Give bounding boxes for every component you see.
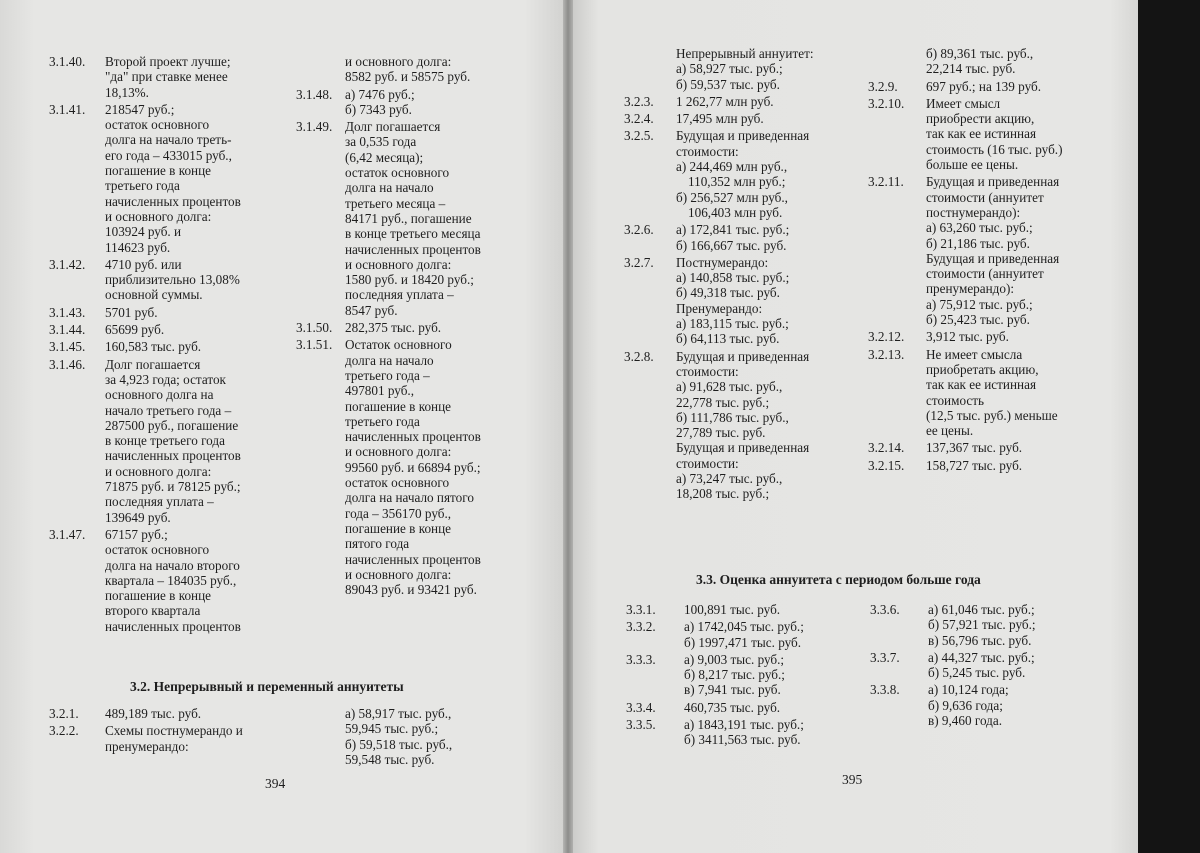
answer-number: 3.1.44. (49, 322, 86, 338)
answer-line: б) 256,527 млн руб., (676, 189, 788, 205)
answer-number: 3.1.40. (49, 54, 86, 69)
answer-line: а) 9,003 тыс. руб.; (684, 651, 785, 667)
answer-number: 3.2.11. (868, 174, 904, 190)
answer-line: 3,912 тыс. руб. (926, 329, 1009, 345)
answer-line: а) 91,628 тыс. руб., (676, 379, 783, 395)
answer-line: 89043 руб. и 93421 руб. (345, 582, 477, 598)
answer-line: а) 73,247 тыс. руб., (676, 471, 783, 487)
answer-line: 4710 руб. или (105, 256, 182, 272)
answer-line: 8547 руб. (345, 302, 398, 318)
answer-entry (624, 128, 864, 220)
answer-line: Будущая и приведенная (676, 440, 810, 456)
answer-line: б) 1997,471 тыс. руб. (684, 634, 802, 650)
answer-line: 5701 руб. (105, 304, 158, 320)
answer-number (296, 54, 345, 85)
answer-number: 3.2.1. (49, 706, 79, 721)
answer-line: Схемы постнумерандо и (105, 723, 243, 739)
answer-line: а) 1843,191 тыс. руб.; (684, 717, 804, 733)
answer-line: 103924 руб. и (105, 224, 182, 240)
answer-number (868, 46, 926, 77)
answer-text (926, 458, 1118, 473)
left-answers-column-4 (345, 706, 525, 769)
answer-line: приобретать акцию, (926, 361, 1039, 377)
answer-text (926, 347, 1118, 439)
answer-line: долга на начало пятого (345, 490, 474, 506)
answer-line: а) 172,841 тыс. руб.; (676, 222, 790, 238)
answer-line: 71875 руб. и 78125 руб.; (105, 479, 241, 495)
answer-number: 3.1.41. (49, 101, 86, 117)
answer-line: Остаток основного (345, 337, 452, 353)
answer-entry (868, 96, 1118, 172)
page-number: 395 (842, 772, 863, 787)
answer-line: долга на начало (345, 180, 434, 196)
answer-line: а) 244,469 млн руб., (676, 159, 788, 175)
answer-line: приблизительно 13,08% (105, 272, 240, 288)
left-answers-column-2 (296, 54, 536, 599)
answer-line: в конце третьего года (105, 433, 225, 449)
answer-line: квартала – 184035 руб., (105, 572, 237, 588)
answer-line: остаток основного (345, 165, 450, 181)
answer-entry (626, 619, 866, 650)
answer-line: второго квартала (105, 603, 201, 619)
answer-text (684, 700, 866, 715)
answer-number: 3.2.4. (624, 111, 654, 127)
answer-entry (870, 602, 1110, 648)
answer-text (926, 79, 1118, 94)
answer-text (105, 723, 289, 754)
answer-line: стоимость (926, 392, 984, 408)
answer-line: долга на начало треть- (105, 132, 232, 148)
answer-text (684, 619, 866, 650)
answer-line: а) 7476 руб.; (345, 86, 415, 102)
answer-line: 489,189 тыс. руб. (105, 706, 202, 721)
answer-line: а) 10,124 года; (928, 682, 1009, 698)
answer-line: б) 5,245 тыс. руб. (928, 665, 1026, 681)
page-number: 394 (265, 776, 286, 791)
answer-line: начисленных процентов (105, 448, 241, 464)
answer-line: 99560 руб. и 66894 руб.; (345, 459, 481, 475)
answer-line: и основного долга: (105, 463, 212, 479)
answer-text (676, 94, 864, 109)
answer-text (345, 119, 536, 318)
answer-line: пятого года (345, 536, 410, 552)
answer-line: (6,42 месяца); (345, 149, 424, 165)
answer-line: а) 1742,045 тыс. руб.; (684, 619, 804, 635)
answer-entry (868, 347, 1118, 439)
answer-line: 218547 руб.; (105, 101, 175, 117)
answer-line: 139649 руб. (105, 509, 171, 525)
answer-number: 3.3.4. (626, 699, 656, 715)
answer-text (676, 349, 864, 502)
answer-line: и основного долга: (345, 256, 452, 272)
answer-line: а) 75,912 тыс. руб.; (926, 296, 1033, 312)
answer-entry (49, 357, 279, 525)
answer-entry (624, 111, 864, 126)
answer-number: 3.2.9. (868, 78, 898, 94)
answer-number: 3.2.6. (624, 222, 654, 238)
answer-text (926, 329, 1118, 344)
answer-line: "да" при ставке менее (105, 69, 228, 85)
answer-number: 3.1.46. (49, 356, 86, 372)
answer-line: а) 58,927 тыс. руб.; (676, 61, 783, 77)
answer-text (105, 357, 279, 525)
answer-line: 160,583 тыс. руб. (105, 339, 202, 355)
right-page (570, 0, 1138, 853)
answer-entry (626, 717, 866, 748)
answer-line: 137,367 тыс. руб. (926, 440, 1023, 456)
answer-entry (296, 337, 536, 597)
answer-number: 3.2.10. (868, 95, 905, 111)
answer-line: стоимости: (676, 363, 739, 379)
answer-line: третьего года – (345, 367, 430, 383)
answer-entry (624, 46, 864, 92)
right-answers-column-2 (868, 46, 1118, 475)
answer-line: б) 59,537 тыс. руб. (676, 76, 780, 92)
left-page (0, 0, 570, 853)
answer-line: б) 111,786 тыс. руб., (676, 409, 789, 425)
answer-line: а) 58,917 тыс. руб., (345, 706, 452, 721)
answer-number: 3.2.3. (624, 93, 654, 109)
right-answers-column-4 (870, 602, 1110, 730)
answer-line: стоимости: (676, 143, 739, 159)
answer-line: 18,13%. (105, 84, 149, 100)
answer-entry (49, 257, 279, 303)
answer-text (926, 174, 1118, 327)
left-answers-column-1 (49, 54, 279, 636)
answer-line: начисленных процентов (345, 429, 481, 445)
answer-number: 3.1.42. (49, 256, 86, 272)
answer-line: 1 262,77 млн руб. (676, 93, 774, 109)
answer-text (345, 320, 536, 335)
answer-entry (296, 54, 536, 85)
answer-number: 3.2.14. (868, 440, 905, 456)
answer-line: б) 59,518 тыс. руб., (345, 736, 453, 752)
answer-entry (868, 329, 1118, 344)
answer-line: пренумерандо: (105, 738, 189, 754)
answer-number (624, 46, 676, 92)
answer-entry (626, 652, 866, 698)
right-answers-column-3 (626, 602, 866, 750)
answer-line: в) 9,460 года. (928, 713, 1003, 729)
answer-line: остаток основного (105, 117, 210, 133)
answer-entry (868, 174, 1118, 327)
answer-line: 114623 руб. (105, 239, 171, 255)
answer-line: больше ее цены. (926, 157, 1019, 173)
answer-line: 106,403 млн руб. (688, 204, 783, 220)
answer-line: начало третьего года – (105, 402, 232, 418)
answer-number: 3.2.2. (49, 723, 79, 739)
answer-text (926, 46, 1118, 77)
answer-line: пренумерандо): (926, 281, 1015, 297)
answer-entry (49, 322, 279, 337)
answer-number: 3.1.51. (296, 337, 333, 353)
answer-entry (626, 700, 866, 715)
answer-entry (345, 706, 525, 767)
right-answers-column-1 (624, 46, 864, 504)
answer-line: б) 64,113 тыс. руб. (676, 331, 780, 347)
answer-text (676, 255, 864, 347)
answer-line: начисленных процентов (345, 551, 481, 567)
answer-line: а) 61,046 тыс. руб.; (928, 602, 1035, 617)
answer-text (105, 322, 279, 337)
answer-line: так как ее истинная (926, 126, 1037, 142)
answer-entry (868, 79, 1118, 94)
answer-line: Пренумерандо: (676, 300, 763, 316)
answer-entry (49, 305, 279, 320)
answer-line: 100,891 тыс. руб. (684, 602, 781, 617)
scan-edge (1138, 0, 1200, 853)
answer-text (928, 682, 1110, 728)
answer-text (928, 602, 1110, 648)
answer-line: 59,548 тыс. руб. (345, 751, 435, 767)
answer-line: начисленных процентов (345, 241, 481, 257)
answer-text (105, 305, 279, 320)
answer-line: б) 49,318 тыс. руб. (676, 285, 780, 301)
answer-number: 3.1.47. (49, 526, 86, 542)
answer-number: 3.2.12. (868, 329, 905, 345)
left-answers-column-3 (49, 706, 289, 756)
answer-text (105, 54, 279, 100)
answer-line: ее цены. (926, 423, 974, 439)
answer-line: постнумерандо): (926, 204, 1021, 220)
answer-line: 27,789 тыс. руб. (676, 425, 766, 441)
answer-number: 3.1.50. (296, 320, 333, 336)
answer-line: а) 140,858 тыс. руб.; (676, 270, 790, 286)
answer-line: в) 7,941 тыс. руб. (684, 682, 781, 698)
answer-line: за 0,535 года (345, 134, 417, 150)
answer-text (345, 54, 536, 85)
answer-line: 697 руб.; на 139 руб. (926, 78, 1042, 94)
answer-number: 3.1.48. (296, 86, 333, 102)
answer-line: 22,778 тыс. руб.; (676, 394, 770, 410)
answer-line: года – 356170 руб., (345, 505, 452, 521)
answer-number: 3.2.15. (868, 457, 905, 473)
answer-line: Не имеет смысла (926, 346, 1023, 362)
answer-line: б) 8,217 тыс. руб.; (684, 667, 785, 683)
answer-line: стоимость (16 тыс. руб.) (926, 141, 1063, 157)
answer-line: в) 56,796 тыс. руб. (928, 632, 1032, 648)
answer-number: 3.1.43. (49, 304, 86, 320)
answer-line: третьего месяца – (345, 195, 446, 211)
answer-line: 497801 руб., (345, 383, 415, 399)
answer-line: 8582 руб. и 58575 руб. (345, 69, 471, 85)
answer-entry (49, 339, 279, 354)
answer-line: так как ее истинная (926, 377, 1037, 393)
answer-number: 3.3.3. (626, 651, 656, 667)
answer-line: долга на начало (345, 352, 434, 368)
answer-line: последняя уплата – (105, 494, 214, 510)
answer-line: 18,208 тыс. руб.; (676, 486, 770, 502)
answer-number: 3.1.49. (296, 119, 333, 135)
answer-line: 59,945 тыс. руб.; (345, 721, 439, 737)
answer-text (676, 222, 864, 253)
answer-entry (49, 706, 289, 721)
answer-line: б) 7343 руб. (345, 101, 412, 117)
answer-line: а) 183,115 тыс. руб.; (676, 316, 789, 332)
answer-line: б) 57,921 тыс. руб.; (928, 617, 1036, 633)
answer-entry (626, 602, 866, 617)
answer-line: Постнумерандо: (676, 254, 769, 270)
answer-entry (868, 46, 1118, 77)
answer-line: 158,727 тыс. руб. (926, 457, 1023, 473)
answer-number: 3.3.5. (626, 717, 656, 733)
answer-entry (296, 87, 536, 118)
answer-text (345, 706, 525, 767)
answer-line: 17,495 млн руб. (676, 111, 764, 127)
answer-number: 3.3.2. (626, 619, 656, 635)
answer-line: Будущая и приведенная (676, 128, 810, 144)
section-heading-3-3: 3.3. Оценка аннуитета с периодом больше года (696, 572, 981, 587)
answer-entry (624, 255, 864, 347)
answer-line: основного долга на (105, 387, 214, 403)
answer-line: основной суммы. (105, 287, 203, 303)
answer-line: Будущая и приведенная (926, 174, 1060, 190)
answer-number: 3.3.6. (870, 602, 900, 617)
book-spine (563, 0, 573, 853)
answer-line: остаток основного (105, 542, 210, 558)
answer-line: в конце третьего месяца (345, 226, 481, 242)
answer-line: и основного долга: (345, 444, 452, 460)
answer-line: б) 89,361 тыс. руб., (926, 46, 1034, 61)
answer-number: 3.2.8. (624, 348, 654, 364)
answer-line: Второй проект лучше; (105, 54, 231, 69)
answer-line: 460,735 тыс. руб. (684, 699, 781, 715)
answer-text (676, 128, 864, 220)
answer-line: Будущая и приведенная (926, 250, 1060, 266)
answer-number: 3.2.13. (868, 346, 905, 362)
answer-line: Имеет смысл (926, 95, 1001, 111)
answer-line: третьего года (105, 178, 180, 194)
answer-line: б) 9,636 года; (928, 697, 1003, 713)
answer-line: приобрести акцию, (926, 111, 1035, 127)
answer-line: его года – 433015 руб., (105, 147, 232, 163)
answer-text (105, 257, 279, 303)
answer-line: погашение в конце (105, 163, 212, 179)
answer-line: Долг погашается (105, 356, 201, 372)
answer-line: Долг погашается (345, 119, 441, 135)
answer-line: стоимости (аннуитет (926, 189, 1044, 205)
answer-number: 3.3.8. (870, 682, 900, 698)
answer-entry (870, 650, 1110, 681)
answer-text (345, 337, 536, 597)
answer-entry (868, 458, 1118, 473)
answer-text (684, 602, 866, 617)
answer-text (105, 527, 279, 634)
answer-entry (49, 54, 279, 100)
answer-line: 65699 руб. (105, 322, 165, 338)
answer-number: 3.3.7. (870, 649, 900, 665)
answer-text (926, 440, 1118, 455)
answer-text (105, 339, 279, 354)
answer-line: погашение в конце (105, 588, 212, 604)
answer-line: б) 25,423 тыс. руб. (926, 312, 1030, 328)
answer-line: и основного долга: (345, 54, 452, 69)
answer-line: 22,214 тыс. руб. (926, 61, 1016, 77)
answer-line: последняя уплата – (345, 287, 454, 303)
answer-line: б) 166,667 тыс. руб. (676, 237, 787, 253)
answer-line: 67157 руб.; (105, 526, 168, 542)
answer-text (345, 87, 536, 118)
answer-line: за 4,923 года; остаток (105, 371, 226, 387)
answer-entry (624, 222, 864, 253)
answer-line: 282,375 тыс. руб. (345, 320, 442, 336)
answer-text (105, 706, 289, 721)
answer-number: 3.2.5. (624, 128, 654, 144)
answer-text (684, 652, 866, 698)
answer-entry (49, 723, 289, 754)
answer-line: Будущая и приведенная (676, 348, 810, 364)
answer-number: 3.2.7. (624, 254, 654, 270)
answer-line: 287500 руб., погашение (105, 417, 239, 433)
answer-line: погашение в конце (345, 520, 452, 536)
answer-entry (49, 102, 279, 255)
answer-line: и основного долга: (345, 566, 452, 582)
answer-line: 1580 руб. и 18420 руб.; (345, 272, 474, 288)
answer-line: третьего года (345, 413, 420, 429)
answer-entry (296, 119, 536, 318)
answer-number: 3.1.45. (49, 339, 86, 355)
section-heading-3-2: 3.2. Непрерывный и переменный аннуитеты (130, 679, 404, 694)
answer-number: 3.3.1. (626, 602, 656, 617)
answer-line: и основного долга: (105, 208, 212, 224)
answer-text (105, 102, 279, 255)
answer-entry (296, 320, 536, 335)
answer-line: стоимости: (676, 455, 739, 471)
answer-text (684, 717, 866, 748)
answer-line: остаток основного (345, 475, 450, 491)
answer-entry (49, 527, 279, 634)
answer-text (676, 46, 864, 92)
answer-line: а) 44,327 тыс. руб.; (928, 649, 1035, 665)
answer-line: начисленных процентов (105, 618, 241, 634)
answer-line: 84171 руб., погашение (345, 210, 472, 226)
answer-line: (12,5 тыс. руб.) меньше (926, 407, 1058, 423)
answer-line: стоимости (аннуитет (926, 266, 1044, 282)
answer-line: а) 63,260 тыс. руб.; (926, 220, 1033, 236)
answer-text (928, 650, 1110, 681)
answer-entry (624, 94, 864, 109)
answer-line: начисленных процентов (105, 193, 241, 209)
answer-entry (870, 682, 1110, 728)
answer-text (676, 111, 864, 126)
answer-line: погашение в конце (345, 398, 452, 414)
answer-entry (868, 440, 1118, 455)
answer-line: 110,352 млн руб.; (688, 174, 786, 190)
answer-line: б) 3411,563 тыс. руб. (684, 732, 801, 748)
answer-entry (624, 349, 864, 502)
answer-line: б) 21,186 тыс. руб. (926, 235, 1030, 251)
answer-text (926, 96, 1118, 172)
answer-line: долга на начало второго (105, 557, 240, 573)
answer-line: Непрерывный аннуитет: (676, 46, 814, 61)
